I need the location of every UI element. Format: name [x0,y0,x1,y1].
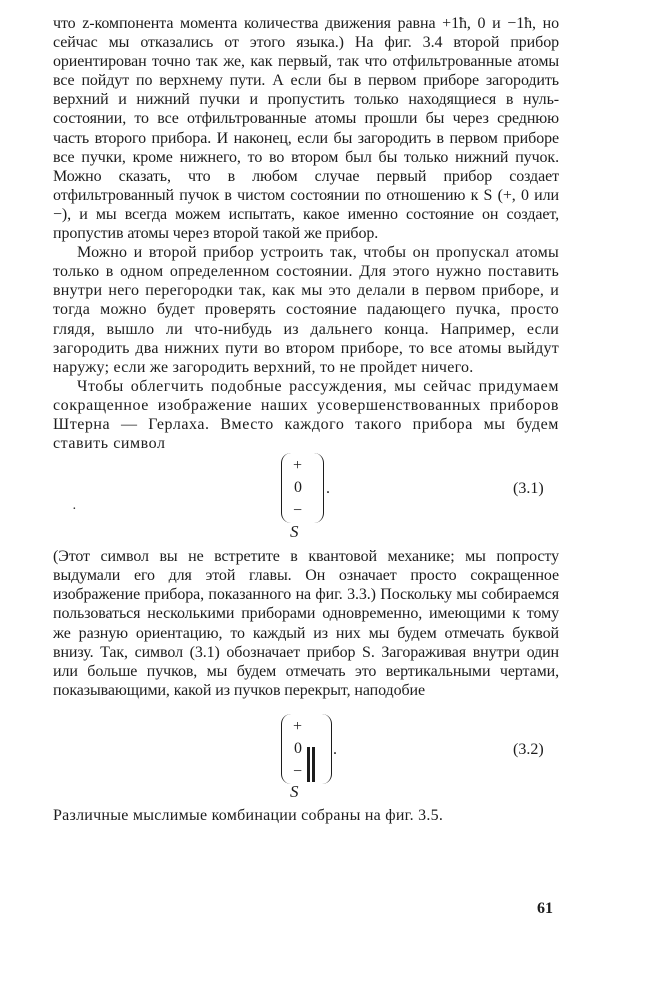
apparatus-label: S [290,522,299,542]
page-body [53,14,559,825]
equation-3-1 [53,453,559,547]
paragraph-1: что z-компонента момента количества движения равна +1ħ, 0 и −1ħ, но сейчас мы отказались от этого языка.) На фиг. 3.4 второй прибор ориентирован точно так же, как первый, так что отфильтрованные атомы все пойдут по верхнему пути. А если бы в первом приборе загородить верхний и нижний пучки и пропустить только находящиеся в нуль-состоянии, то все отфильтрованные атомы прошли бы через среднюю часть второго прибора. И наконец, если бы загородить в первом приборе все пучки, кроме нижнего, то во втором был бы только нижний пучок. Можно сказать, что в любом случае первый прибор создает отфильтрованный пучок в чистом состоянии по отношению к S (+, 0 или −), и мы всегда можем испытать, какое именно состояние он создает, пропустив атомы через второй такой же прибор. [53,15,559,243]
minus-sign: − [293,502,303,520]
paragraph-2: Можно и второй прибор устроить так, чтобы он пропускал атомы только в одном определенном состоянии. Для этого нужно поставить внутри него перегородки так, как мы это делали в первом приборе, и тогда можно будет проверять состояние падающего пучка, просто глядя, вышло ли что-нибудь из дальнего конца. Например, если загородить два нижних пути во втором приборе, то все атомы выйдут наружу; если же загородить верхний, то не пройдет ничего. [53,244,559,376]
equation-number: (3.2) [513,740,544,758]
plus-sign: + [293,457,303,475]
paragraph-5: Различные мыслимые комбинации собраны на фиг. 3.5. [53,806,444,824]
blocking-bar [307,747,310,782]
equation-number: (3.1) [513,480,544,498]
plus-sign: + [293,717,303,735]
apparatus-label: S [290,781,299,801]
equation-period: . [326,480,330,498]
zero-sign: 0 [294,739,302,757]
paragraph-4: (Этот символ вы не встретите в квантовой механике; мы попросту выдумали его для этой главы. Он означает просто сокращенное изображение прибора, показанного на фиг. 3.3.) Поскольку мы собираемся пользоваться несколькими приборами одновременно, имеющими к тому же разную ориентацию, то каждый из них мы будем отмечать буквой внизу. Так, символ (3.1) обозначает прибор S. Загораживая внутри один или больше пучков, мы будем отмечать это вертикальными чертами, показывающими, какой из пучков перекрыт, наподобие [53,548,559,699]
equation-3-2 [53,700,559,801]
minus-sign: − [293,762,303,780]
right-brace [315,714,332,784]
page-number: 61 [537,900,553,917]
equation-period: . [333,740,337,758]
zero-sign: 0 [294,479,302,497]
margin-dot: · [72,502,77,518]
paragraph-3: Чтобы облегчить подобные рассуждения, мы сейчас придумаем сокращенное изображение наших усовершенствованных приборов Штерна — Герлаха. Вместо каждого такого прибора мы будем ставить символ [53,377,559,453]
right-brace [307,453,324,523]
